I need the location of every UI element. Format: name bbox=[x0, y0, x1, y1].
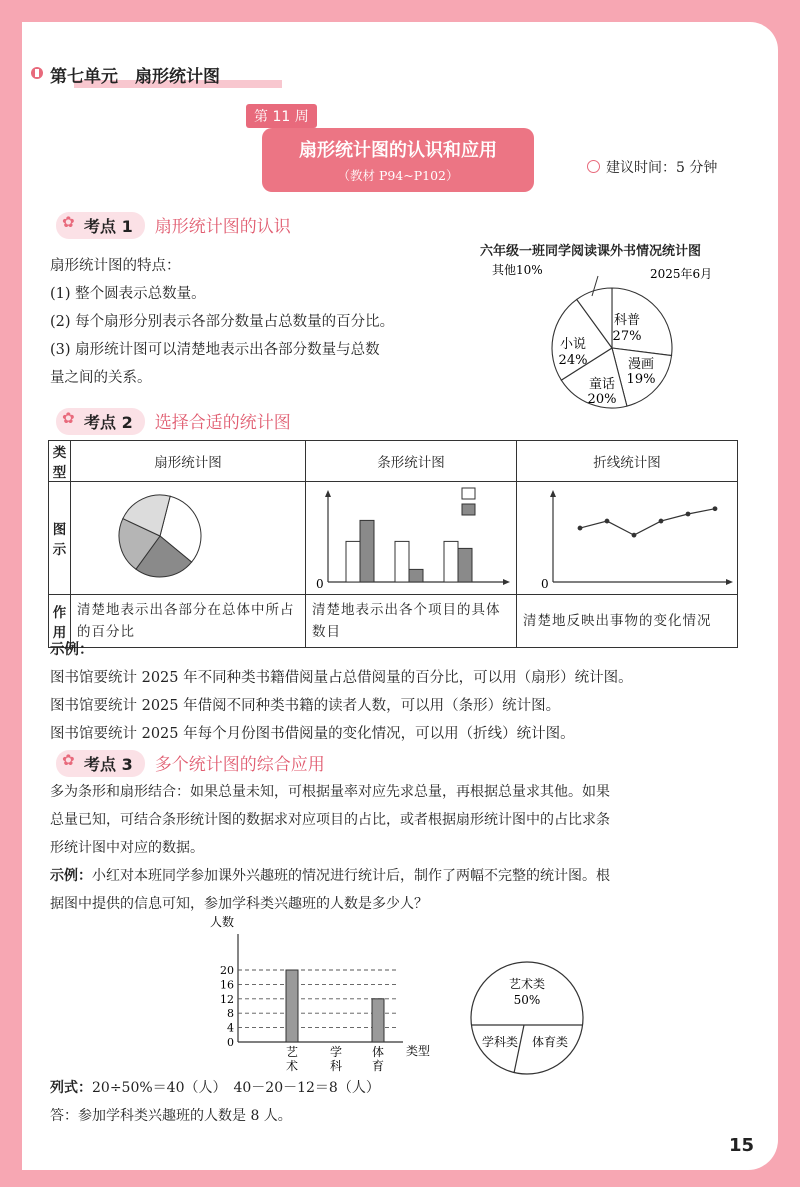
legend-swatch-gray bbox=[462, 504, 475, 515]
interest-bar-chart bbox=[198, 912, 438, 1072]
sample-line-chart bbox=[517, 482, 737, 590]
table-cell-pie-sample bbox=[71, 482, 306, 595]
y-tick-label: 12 bbox=[220, 992, 234, 1006]
example-label: 示例： bbox=[50, 642, 94, 658]
example-line: 图书馆要统计 2025 年每个月份图书借阅量的变化情况，可以用（折线）统计图。 bbox=[50, 726, 575, 742]
table-header-bar: 条形统计图 bbox=[306, 441, 517, 482]
example-line bbox=[50, 862, 768, 890]
section-2-heading bbox=[56, 408, 291, 434]
pie-date: 2025年6月 bbox=[650, 267, 713, 281]
clock-icon bbox=[587, 160, 600, 173]
category-label-char: 艺 bbox=[285, 1045, 299, 1059]
section-1-badge: ✿ 考点 1 bbox=[56, 212, 145, 239]
sample-line-point bbox=[659, 519, 664, 524]
section-2-examples bbox=[50, 636, 760, 748]
sample-line-point bbox=[713, 506, 718, 511]
lesson-subtitle: （教材 P94~P102） bbox=[337, 168, 459, 183]
y-tick-label: 4 bbox=[227, 1021, 234, 1035]
y-axis-label: 人数 bbox=[210, 915, 235, 929]
sample-line-point bbox=[578, 526, 583, 531]
text-line: (2) 每个扇形分别表示各部分数量占总数量的百分比。 bbox=[50, 314, 395, 330]
example-line: 图书馆要统计 2025 年借阅不同种类书籍的读者人数，可以用（条形）统计图。 bbox=[50, 698, 561, 714]
sample-line-path bbox=[580, 509, 715, 535]
category-label-char: 学 bbox=[329, 1045, 343, 1059]
pie-label-sports: 体育类 bbox=[531, 1035, 569, 1049]
category-label-char: 科 bbox=[329, 1059, 343, 1072]
solution bbox=[50, 1074, 750, 1130]
table-row-label-use: 作用 bbox=[49, 595, 71, 648]
y-tick-label: 8 bbox=[227, 1007, 234, 1021]
pie-chart-title: 六年级一班同学阅读课外书情况统计图 bbox=[480, 244, 702, 259]
pie-pct-tonghua: 20% bbox=[587, 392, 617, 407]
text-line: (3) 扇形统计图可以清楚地表示出各部分数量与总数 bbox=[50, 342, 380, 358]
section-3-heading bbox=[56, 750, 325, 776]
pie-label-manhua: 漫画 bbox=[627, 357, 655, 372]
example-line: 据图中提供的信息可知，参加学科类兴趣班的人数是多少人？ bbox=[50, 896, 428, 912]
sample-line-point bbox=[632, 533, 637, 538]
example-text: 小红对本班同学参加课外兴趣班的情况进行统计后，制作了两幅不完整的统计图。根 bbox=[92, 868, 610, 884]
reading-pie-chart bbox=[472, 260, 752, 420]
y-tick-label: 0 bbox=[227, 1036, 234, 1049]
interest-pie-chart bbox=[462, 958, 592, 1088]
answer: 答：参加学科类兴趣班的人数是 8 人。 bbox=[50, 1108, 292, 1124]
pie-label-art: 艺术类 bbox=[508, 977, 546, 991]
y-tick-label: 20 bbox=[220, 964, 234, 977]
use-line: 清楚地反映出事物的变化情况 bbox=[517, 595, 738, 648]
legend-swatch-white bbox=[462, 488, 475, 499]
pie-label-tonghua: 童话 bbox=[588, 377, 616, 392]
category-labels bbox=[286, 1044, 384, 1072]
sample-bar bbox=[360, 520, 374, 582]
unit-title: 第七单元 扇形统计图 bbox=[50, 67, 220, 87]
bar-1 bbox=[286, 970, 298, 1042]
section-3-text bbox=[50, 778, 768, 918]
suggested-time-text: 建议时间：5 分钟 bbox=[606, 160, 718, 176]
zero-label: 0 bbox=[316, 577, 324, 590]
sample-line-point bbox=[605, 519, 610, 524]
sample-line bbox=[578, 506, 718, 537]
text-line: 扇形统计图的特点： bbox=[50, 258, 181, 274]
suggested-time bbox=[587, 157, 717, 177]
table-header-pie: 扇形统计图 bbox=[71, 441, 306, 482]
use-bar: 清楚地表示出各个项目的具体数目 bbox=[306, 595, 517, 648]
x-axis-label: 类型 bbox=[406, 1044, 431, 1058]
lesson-title: 扇形统计图的认识和应用 bbox=[299, 140, 497, 161]
section-1-text bbox=[50, 252, 490, 392]
table-cell-line-sample bbox=[517, 482, 738, 595]
table-header-type: 类型 bbox=[49, 441, 71, 482]
x-axis-arrow bbox=[503, 579, 510, 585]
y-axis-arrow bbox=[550, 490, 556, 497]
formula-label: 列式： bbox=[50, 1080, 92, 1096]
pie-label-kepu: 科普 bbox=[613, 313, 641, 328]
section-3-badge: ✿ 考点 3 bbox=[56, 750, 145, 777]
example-line: 图书馆要统计 2025 年不同种类书籍借阅量占总借阅量的百分比，可以用（扇形）统计图。 bbox=[50, 670, 633, 686]
pie-pct-art: 50% bbox=[513, 993, 541, 1007]
sample-bars bbox=[346, 520, 472, 582]
section-1-title: 扇形统计图的认识 bbox=[154, 217, 291, 237]
category-label-char: 体 bbox=[371, 1045, 385, 1059]
section-2-title: 选择合适的统计图 bbox=[154, 413, 291, 433]
pie-pct-xiaoshuo: 24% bbox=[558, 353, 588, 368]
category-label-char: 术 bbox=[285, 1059, 299, 1072]
pie-label-science: 学科类 bbox=[481, 1035, 519, 1049]
section-3-title: 多个统计图的综合应用 bbox=[154, 755, 325, 775]
y-ticks bbox=[220, 964, 398, 1049]
sample-bar bbox=[444, 541, 458, 582]
bar-3 bbox=[372, 999, 384, 1042]
bars bbox=[286, 970, 384, 1042]
lesson-title-box bbox=[262, 128, 534, 192]
week-tag: 第 11 周 bbox=[246, 104, 317, 128]
section-1-heading bbox=[56, 212, 291, 238]
sample-bar bbox=[395, 541, 409, 582]
sample-bar bbox=[346, 541, 360, 582]
text-line: 总量已知，可结合条形统计图的数据求对应项目的占比，或者根据扇形统计图中的占比求条 bbox=[50, 812, 610, 828]
chart-types-table bbox=[48, 440, 738, 648]
formula: 20÷50%＝40（人） 40－20－12＝8（人） bbox=[92, 1080, 380, 1096]
example-label: 示例： bbox=[50, 868, 92, 884]
pie-label-xiaoshuo: 小说 bbox=[559, 337, 587, 352]
text-line: 形统计图中对应的数据。 bbox=[50, 840, 204, 856]
section-2-badge: ✿ 考点 2 bbox=[56, 408, 145, 435]
sample-bar bbox=[409, 569, 423, 582]
text-line: 多为条形和扇形结合：如果总量未知，可根据量率对应先求总量，再根据总量求其他。如果 bbox=[50, 784, 610, 800]
x-axis-arrow bbox=[726, 579, 733, 585]
sample-bar bbox=[458, 548, 472, 582]
y-axis-arrow bbox=[325, 490, 331, 497]
page-number: 15 bbox=[728, 1135, 754, 1156]
sample-pie-chart bbox=[71, 482, 305, 590]
pen-icon bbox=[30, 66, 44, 80]
formula-line bbox=[50, 1074, 750, 1102]
category-label-char: 育 bbox=[371, 1059, 385, 1072]
table-cell-bar-sample bbox=[306, 482, 517, 595]
use-pie: 清楚地表示出各部分在总体中所占的百分比 bbox=[71, 595, 306, 648]
pie-pct-manhua: 19% bbox=[626, 372, 656, 387]
sample-bar-chart bbox=[306, 482, 516, 590]
y-tick-label: 16 bbox=[220, 978, 234, 992]
table-header-line: 折线统计图 bbox=[517, 441, 738, 482]
text-line: (1) 整个圆表示总数量。 bbox=[50, 286, 206, 302]
page bbox=[22, 22, 778, 1170]
pie-label-other: 其他10% bbox=[492, 263, 543, 277]
zero-label: 0 bbox=[541, 577, 549, 590]
sample-pie-slices bbox=[119, 495, 201, 577]
sample-line-point bbox=[686, 512, 691, 517]
text-line: 量之间的关系。 bbox=[50, 370, 152, 386]
pie-pct-kepu: 27% bbox=[612, 329, 642, 344]
table-row-label-show: 图示 bbox=[49, 482, 71, 595]
